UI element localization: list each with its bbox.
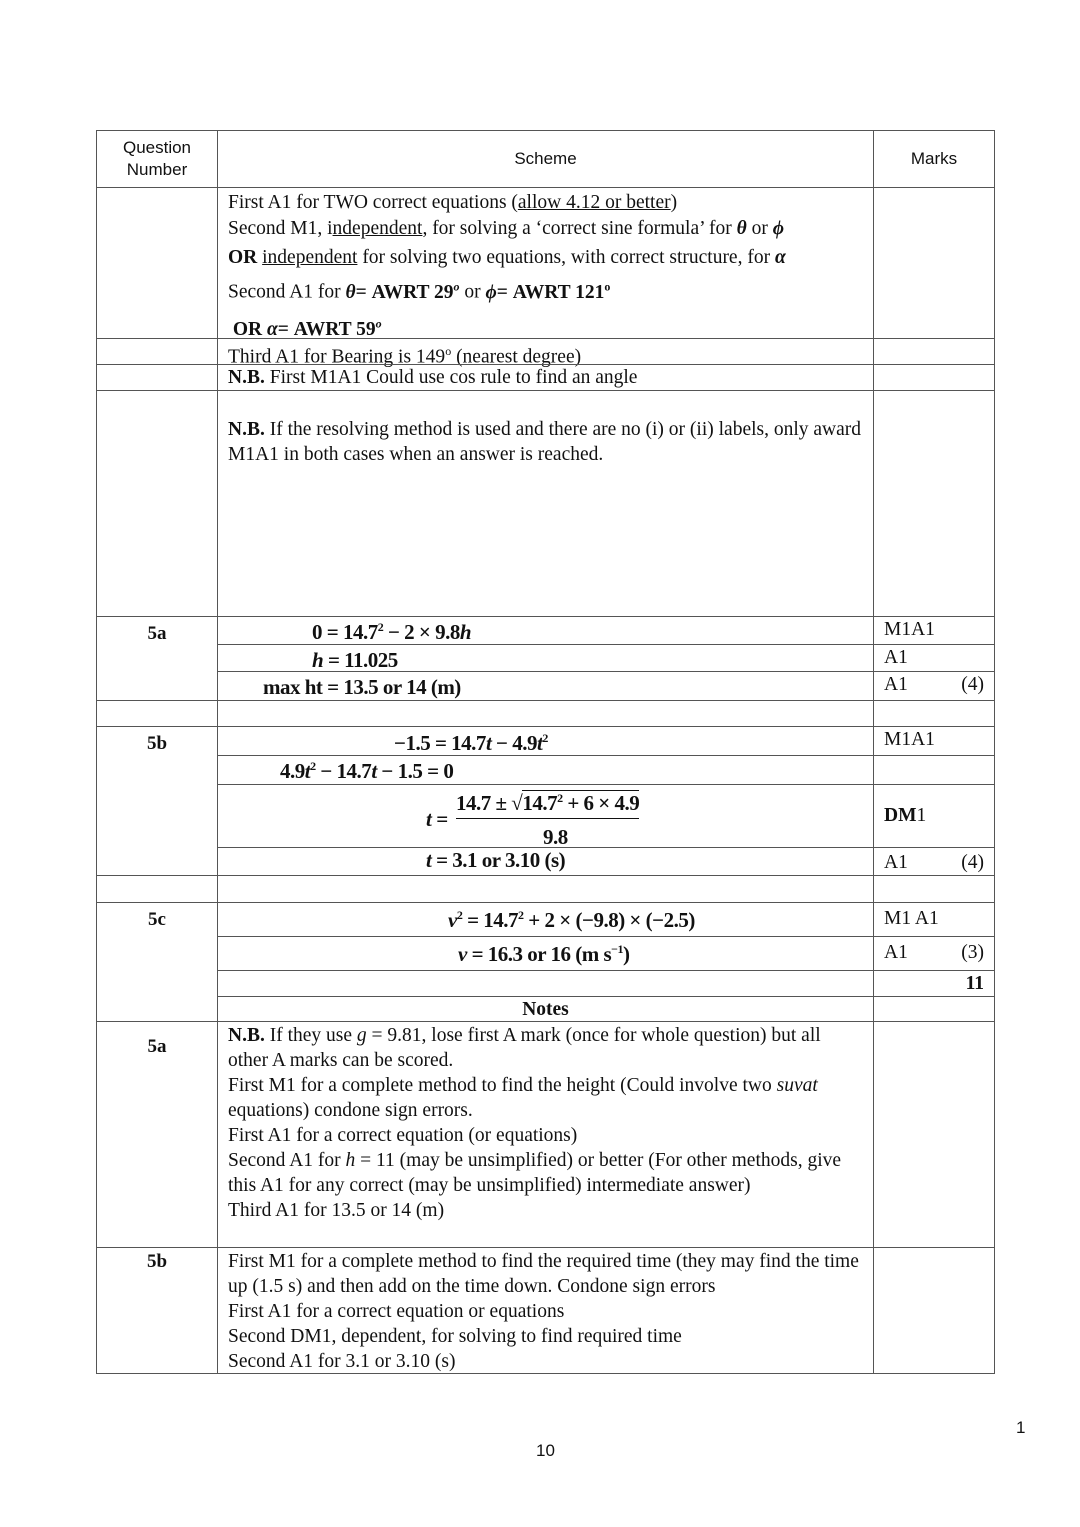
marks-5b-1: M1A1 [873, 726, 995, 756]
question-5c-label: 5c [96, 902, 218, 1022]
notes-5a-text: N.B. If they use g = 9.81, lose first A mark (once for whole question) but all other A marks can be scored. First M1 for a complete method to find the height (Could involve two suvat equations) condone sign errors. First A1 for a correct equation (or equations) Second A1 for h = 11 (may be unsimplified) or better (For other methods, give this A1 for any correct (may be unsimplified) intermediate answer) Third A1 for 13.5 or 14 (m) [217, 1021, 874, 1248]
marks-5a-1: M1A1 [873, 616, 995, 645]
equation-5c-2: v = 16.3 or 16 (m $s^{-1}$) [458, 942, 630, 966]
question-cell [96, 187, 218, 339]
equation-5b-2: $4.9t^2 - 14.7t - 1.5 = 0$ [280, 759, 454, 783]
nb-resolving-note: N.B. If the resolving method is used and there are no (i) or (ii) labels, only award M1A1 in both cases when an answer is reached. [217, 390, 874, 617]
notes-5b-label: 5b [96, 1247, 218, 1374]
scheme-cell [217, 847, 874, 876]
marks-5c-1: M1 A1 [873, 902, 995, 937]
marks-cell [873, 755, 995, 785]
marks-5a-3: A1 (4) [873, 671, 995, 701]
scheme-cell [217, 902, 874, 937]
equation-5c-1: $v^2 = 14.7^2 + 2 \times (-9.8) \times (-2.5)$ [448, 908, 695, 932]
scheme-cell [217, 671, 874, 701]
nb-cos-rule-note: N.B. First M1A1 Could use cos rule to find an angle [217, 364, 874, 391]
marks-cell [873, 364, 995, 391]
scheme-cell [217, 875, 874, 903]
marks-5b-3: DM 1 [873, 784, 995, 848]
equation-5b-3-numerator: $14.7 \pm √14.7^2 + 6 \times 4.9$ [456, 791, 639, 819]
notes-5b-text: First M1 for a complete method to find the required time (they may find the time up (1.5 s) and then add on the time down. Condone sign errors First A1 for a correct equation or equations Second DM1, dependent, for solving to find required time Second A1 for 3.1 or 3.10 (s) [217, 1247, 874, 1374]
scheme-cell [217, 936, 874, 971]
marks-cell [873, 338, 995, 365]
scheme-cell [217, 700, 874, 727]
header-scheme: Scheme [217, 130, 874, 188]
question-cell [96, 875, 218, 903]
question-cell [96, 364, 218, 391]
scheme-cell [217, 755, 874, 785]
notes-heading: Notes [217, 996, 874, 1022]
scheme-cell [217, 726, 874, 756]
header-question-number: Question Number [96, 130, 218, 188]
header-marks: Marks [873, 130, 995, 188]
notes-5a-label: 5a [96, 1021, 218, 1248]
marks-cell [873, 1021, 995, 1248]
marks-cell [873, 1247, 995, 1374]
question-total: 11 [873, 970, 995, 997]
question-cell [96, 700, 218, 727]
equation-5a-3: max ht = 13.5 or 14 (m) [263, 675, 461, 699]
marks-cell [873, 996, 995, 1022]
scheme-notes-cell: First A1 for TWO correct equations (allow 4.12 or better) Second M1, independent, for solving a ‘correct sine formula’ for θ or ϕ OR independent for solving two equations, with correct structure, for α Second A1 for θ= AWRT 29$^o$ or ϕ= AWRT 121$^o$ OR α= AWRT 59$^o$ [217, 187, 874, 339]
scheme-cell [217, 644, 874, 672]
marks-cell [873, 390, 995, 617]
corner-number: 1 [1016, 1418, 1026, 1437]
third-a1-note: Third A1 for Bearing is 149$^o$ (nearest degree) [217, 338, 874, 365]
scheme-cell [217, 784, 874, 848]
equation-5a-1: $0 = 14.7^2 - 2 \times 9.8h$ [312, 620, 472, 644]
question-cell [96, 338, 218, 365]
marks-cell [873, 875, 995, 903]
marks-cell [873, 187, 995, 339]
equation-5b-4: t = 3.1 or 3.10 (s) [426, 848, 566, 872]
question-cell [96, 390, 218, 617]
scheme-cell [217, 616, 874, 645]
marks-cell [873, 700, 995, 727]
page-number: 10 [536, 1441, 555, 1460]
equation-5b-3-denominator: 9.8 [543, 825, 568, 849]
question-5b-label: 5b [96, 726, 218, 876]
equation-5b-3-lhs: t = [426, 807, 448, 831]
question-5a-label: 5a [96, 616, 218, 701]
scheme-cell [217, 970, 874, 997]
marks-5a-2: A1 [873, 644, 995, 672]
equation-5a-2: h = 11.025 [312, 648, 398, 672]
equation-5b-1: $-1.5 = 14.7t - 4.9t^2$ [394, 731, 548, 755]
marks-5c-2: A1 (3) [873, 936, 995, 971]
marks-5b-4: A1 (4) [873, 847, 995, 876]
